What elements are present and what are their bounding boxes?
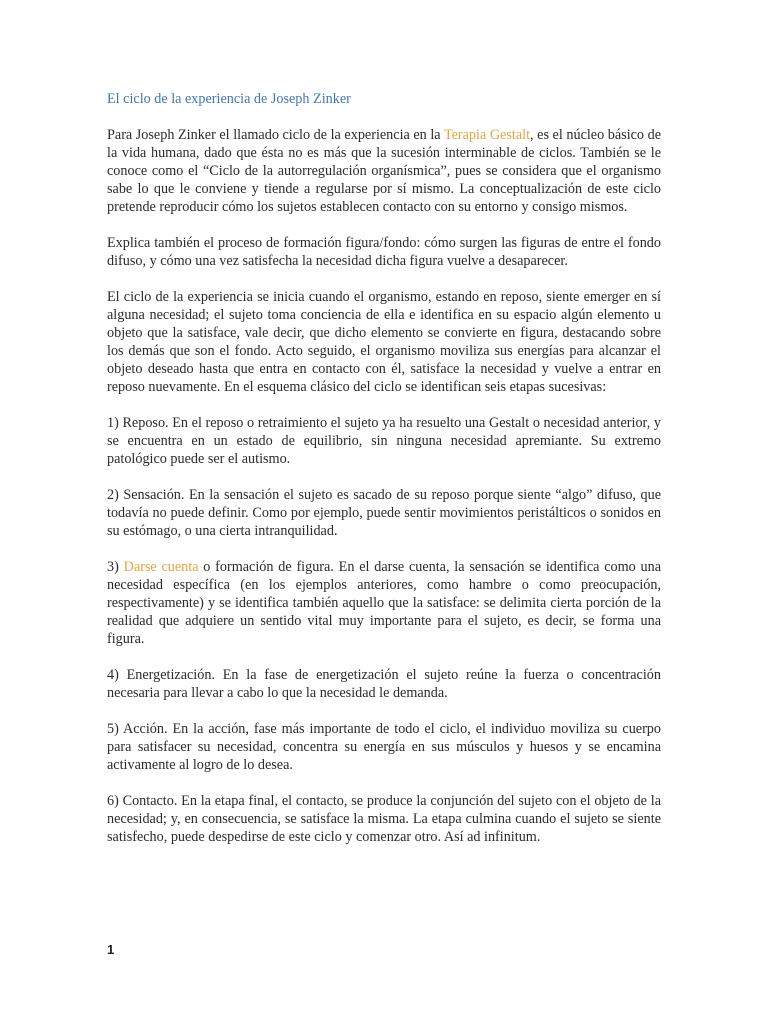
paragraph-text: Para Joseph Zinker el llamado ciclo de la experiencia en la: [107, 127, 444, 143]
darse-cuenta-link[interactable]: Darse cuenta: [123, 559, 199, 575]
paragraph-accion: 5) Acción. En la acción, fase más importante de todo el ciclo, el individuo moviliza su cuerpo para satisfacer su necesidad, concentra su energía en sus músculos y huesos y se encamina activamente al logro de lo desea.: [107, 721, 661, 773]
paragraph-contacto: 6) Contacto. En la etapa final, el contacto, se produce la conjunción del sujeto con el objeto de la necesidad; y, en consecuencia, se satisface la misma. La etapa culmina cuando el sujeto se siente satisfecho, puede despedirse de este ciclo y comenzar otro. Así ad infinitum.: [107, 793, 661, 845]
paragraph-sensacion: 2) Sensación. En la sensación el sujeto es sacado de su reposo porque siente “algo” difuso, que todavía no puede definir. Como por ejemplo, puede sentir movimientos peristálticos o sonidos en su estómago, o una cierta intranquilidad.: [107, 487, 661, 539]
paragraph-ciclo: El ciclo de la experiencia se inicia cuando el organismo, estando en reposo, siente emerger en sí alguna necesidad; el sujeto toma conciencia de ella e identifica en su espacio algún elemento u objeto que la satisface, vale decir, que dicho elemento se convierte en figura, destacando sobre los demás que son el fondo. Acto seguido, el organismo moviliza sus energías para alcanzar el objeto deseado hasta que entra en contacto con él, satisface la necesidad y vuelve a entrar en reposo nuevamente. En el esquema clásico del ciclo se identifican seis etapas sucesivas:: [107, 289, 661, 395]
paragraph-intro: [107, 126, 661, 216]
paragraph-energetizacion: 4) Energetización. En la fase de energetización el sujeto reúne la fuerza o concentración necesaria para llevar a cabo lo que la necesidad le demanda.: [107, 667, 661, 701]
paragraph-figura-fondo: Explica también el proceso de formación figura/fondo: cómo surgen las figuras de entre el fondo difuso, y cómo una vez satisfecha la necesidad dicha figura vuelve a desaparecer.: [107, 235, 661, 269]
document-body: [107, 90, 661, 864]
paragraph-reposo: 1) Reposo. En el reposo o retraimiento el sujeto ya ha resuelto una Gestalt o necesidad anterior, y se encuentra en un estado de equilibrio, sin ninguna necesidad apremiante. Su extremo patológico puede ser el autismo.: [107, 415, 661, 467]
page-number: 1: [107, 942, 115, 957]
document-title: El ciclo de la experiencia de Joseph Zinker: [107, 91, 351, 107]
paragraph-text: , es el núcleo básico de la vida humana, dado que ésta no es más que la sucesión interminable de ciclos. También se le conoce como el “Ciclo de la autorregulación organísmica”, pues se considera que el organismo sabe lo que le conviene y tiende a regularse por sí mismo. La conceptualización de este ciclo pretende reproducir cómo los sujetos establecen contacto con su entorno y consigo mismos.: [107, 127, 661, 215]
paragraph-text: 3): [107, 559, 124, 575]
paragraph-text: o formación de figura. En el darse cuenta, la sensación se identifica como una necesidad específica (en los ejemplos anteriores, como hambre o como preocupación, respectivamente) y se identifica también aquello que la satisface: se delimita cierta porción de la realidad que adquiere un sentido vital muy importante para el sujeto, es decir, se forma una figura.: [107, 559, 662, 647]
paragraph-darse-cuenta: [107, 558, 661, 648]
terapia-gestalt-link[interactable]: Terapia Gestalt: [443, 127, 531, 143]
